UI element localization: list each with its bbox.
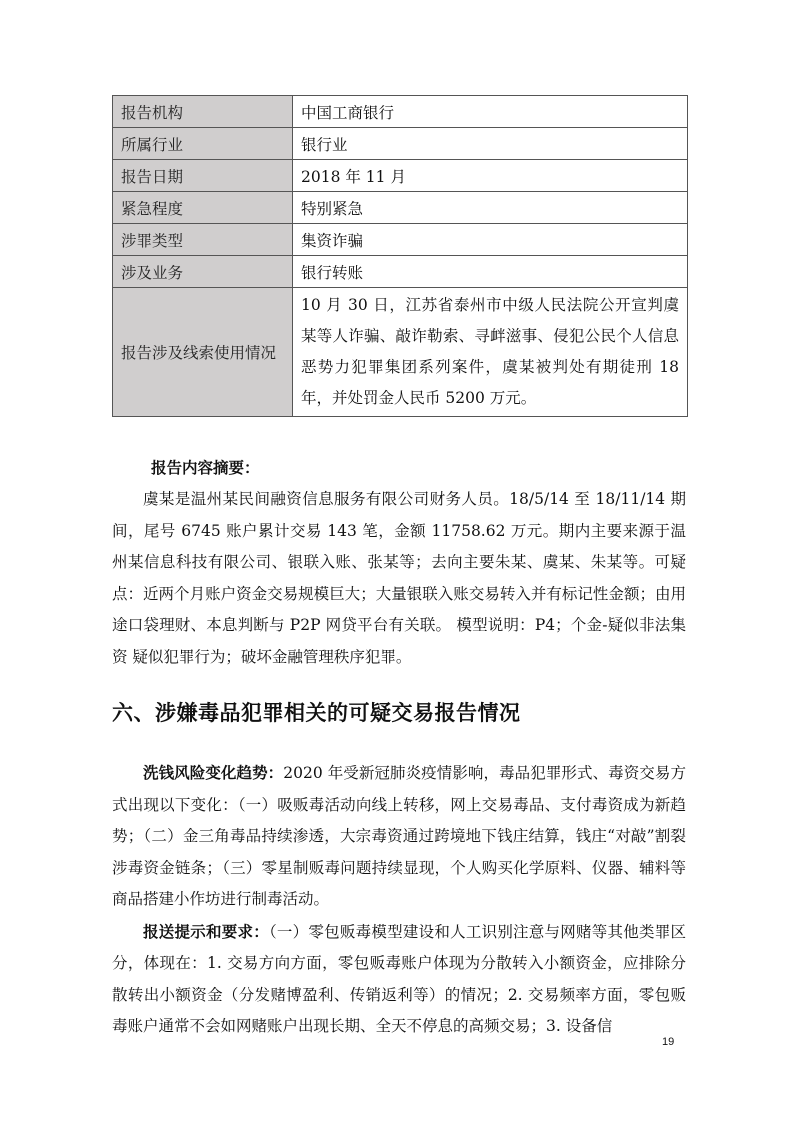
table-row — [113, 224, 688, 256]
row-label: 报告机构 — [113, 96, 293, 128]
row-value: 银行业 — [293, 128, 688, 160]
summary-block — [112, 484, 686, 673]
row-value: 银行转账 — [293, 256, 688, 288]
row-value: 10 月 30 日，江苏省泰州市中级人民法院公开宣判虞某等人诈骗、敲诈勒索、寻衅滋事、侵犯公民个人信息恶势力犯罪集团系列案件，虞某被判处有期徒刑 18 年，并处罚金人民币 5200 万元。 — [293, 288, 688, 417]
row-value: 特别紧急 — [293, 192, 688, 224]
row-label: 所属行业 — [113, 128, 293, 160]
table-row — [113, 192, 688, 224]
page-number: 19 — [662, 1036, 675, 1048]
case-info-table — [112, 95, 688, 417]
requirements-label: 报送提示和要求： — [143, 921, 269, 941]
row-label: 涉及业务 — [113, 256, 293, 288]
table-row — [113, 96, 688, 128]
row-value: 2018 年 11 月 — [293, 160, 688, 192]
requirements-paragraph — [112, 916, 686, 1043]
trend-label: 洗钱风险变化趋势： — [143, 763, 284, 782]
row-label: 涉罪类型 — [113, 224, 293, 256]
table-row — [113, 288, 688, 417]
section-heading: 六、涉嫌毒品犯罪相关的可疑交易报告情况 — [112, 701, 521, 725]
table-row — [113, 160, 688, 192]
row-label: 紧急程度 — [113, 192, 293, 224]
row-value: 集资诈骗 — [293, 224, 688, 256]
row-value: 中国工商银行 — [293, 96, 688, 128]
summary-title: 报告内容摘要： — [151, 458, 260, 477]
table-row — [113, 256, 688, 288]
trend-paragraph — [112, 757, 686, 916]
trend-text: 2020 年受新冠肺炎疫情影响，毒品犯罪形式、毒资交易方式出现以下变化：（一）吸贩毒活动向线上转移，网上交易毒品、支付毒资成为新趋势；（二）金三角毒品持续渗透，大宗毒资通过跨境地下钱庄结算，钱庄“对敲”割裂涉毒资金链条；（三）零星制贩毒问题持续显现，个人购买化学原料、仪器、辅料等商品搭建小作坊进行制毒活动。 — [112, 764, 686, 908]
summary-paragraph: 虞某是温州某民间融资信息服务有限公司财务人员。18/5/14 至 18/11/14 期间，尾号 6745 账户累计交易 143 笔，金额 11758.62 万元。期内主要来源于温州某信息科技有限公司、银联入账、张某等；去向主要朱某、虞某、朱某等。可疑点：近两个月账户资金交易规模巨大；大量银联入账交易转入并有标记性金额；由用途口袋理财、本息判断与 P2P 网贷平台有关联。 模型说明：P4；个金-疑似非法集资 疑似犯罪行为；破坏金融管理秩序犯罪。 — [112, 490, 686, 666]
section-body — [112, 757, 686, 1043]
table-row — [113, 128, 688, 160]
requirements-text: （一）零包贩毒模型建设和人工识别注意与网赌等其他类罪区分，体现在：1. 交易方向方面，零包贩毒账户体现为分散转入小额资金，应排除分散转出小额资金（分发赌博盈利、传销返利等）的情况；2. 交易频率方面，零包贩毒账户通常不会如网赌账户出现长期、全天不停息的高频交易；3. 设备信 — [112, 922, 686, 1035]
row-label: 报告涉及线索使用情况 — [113, 288, 293, 417]
row-label: 报告日期 — [113, 160, 293, 192]
